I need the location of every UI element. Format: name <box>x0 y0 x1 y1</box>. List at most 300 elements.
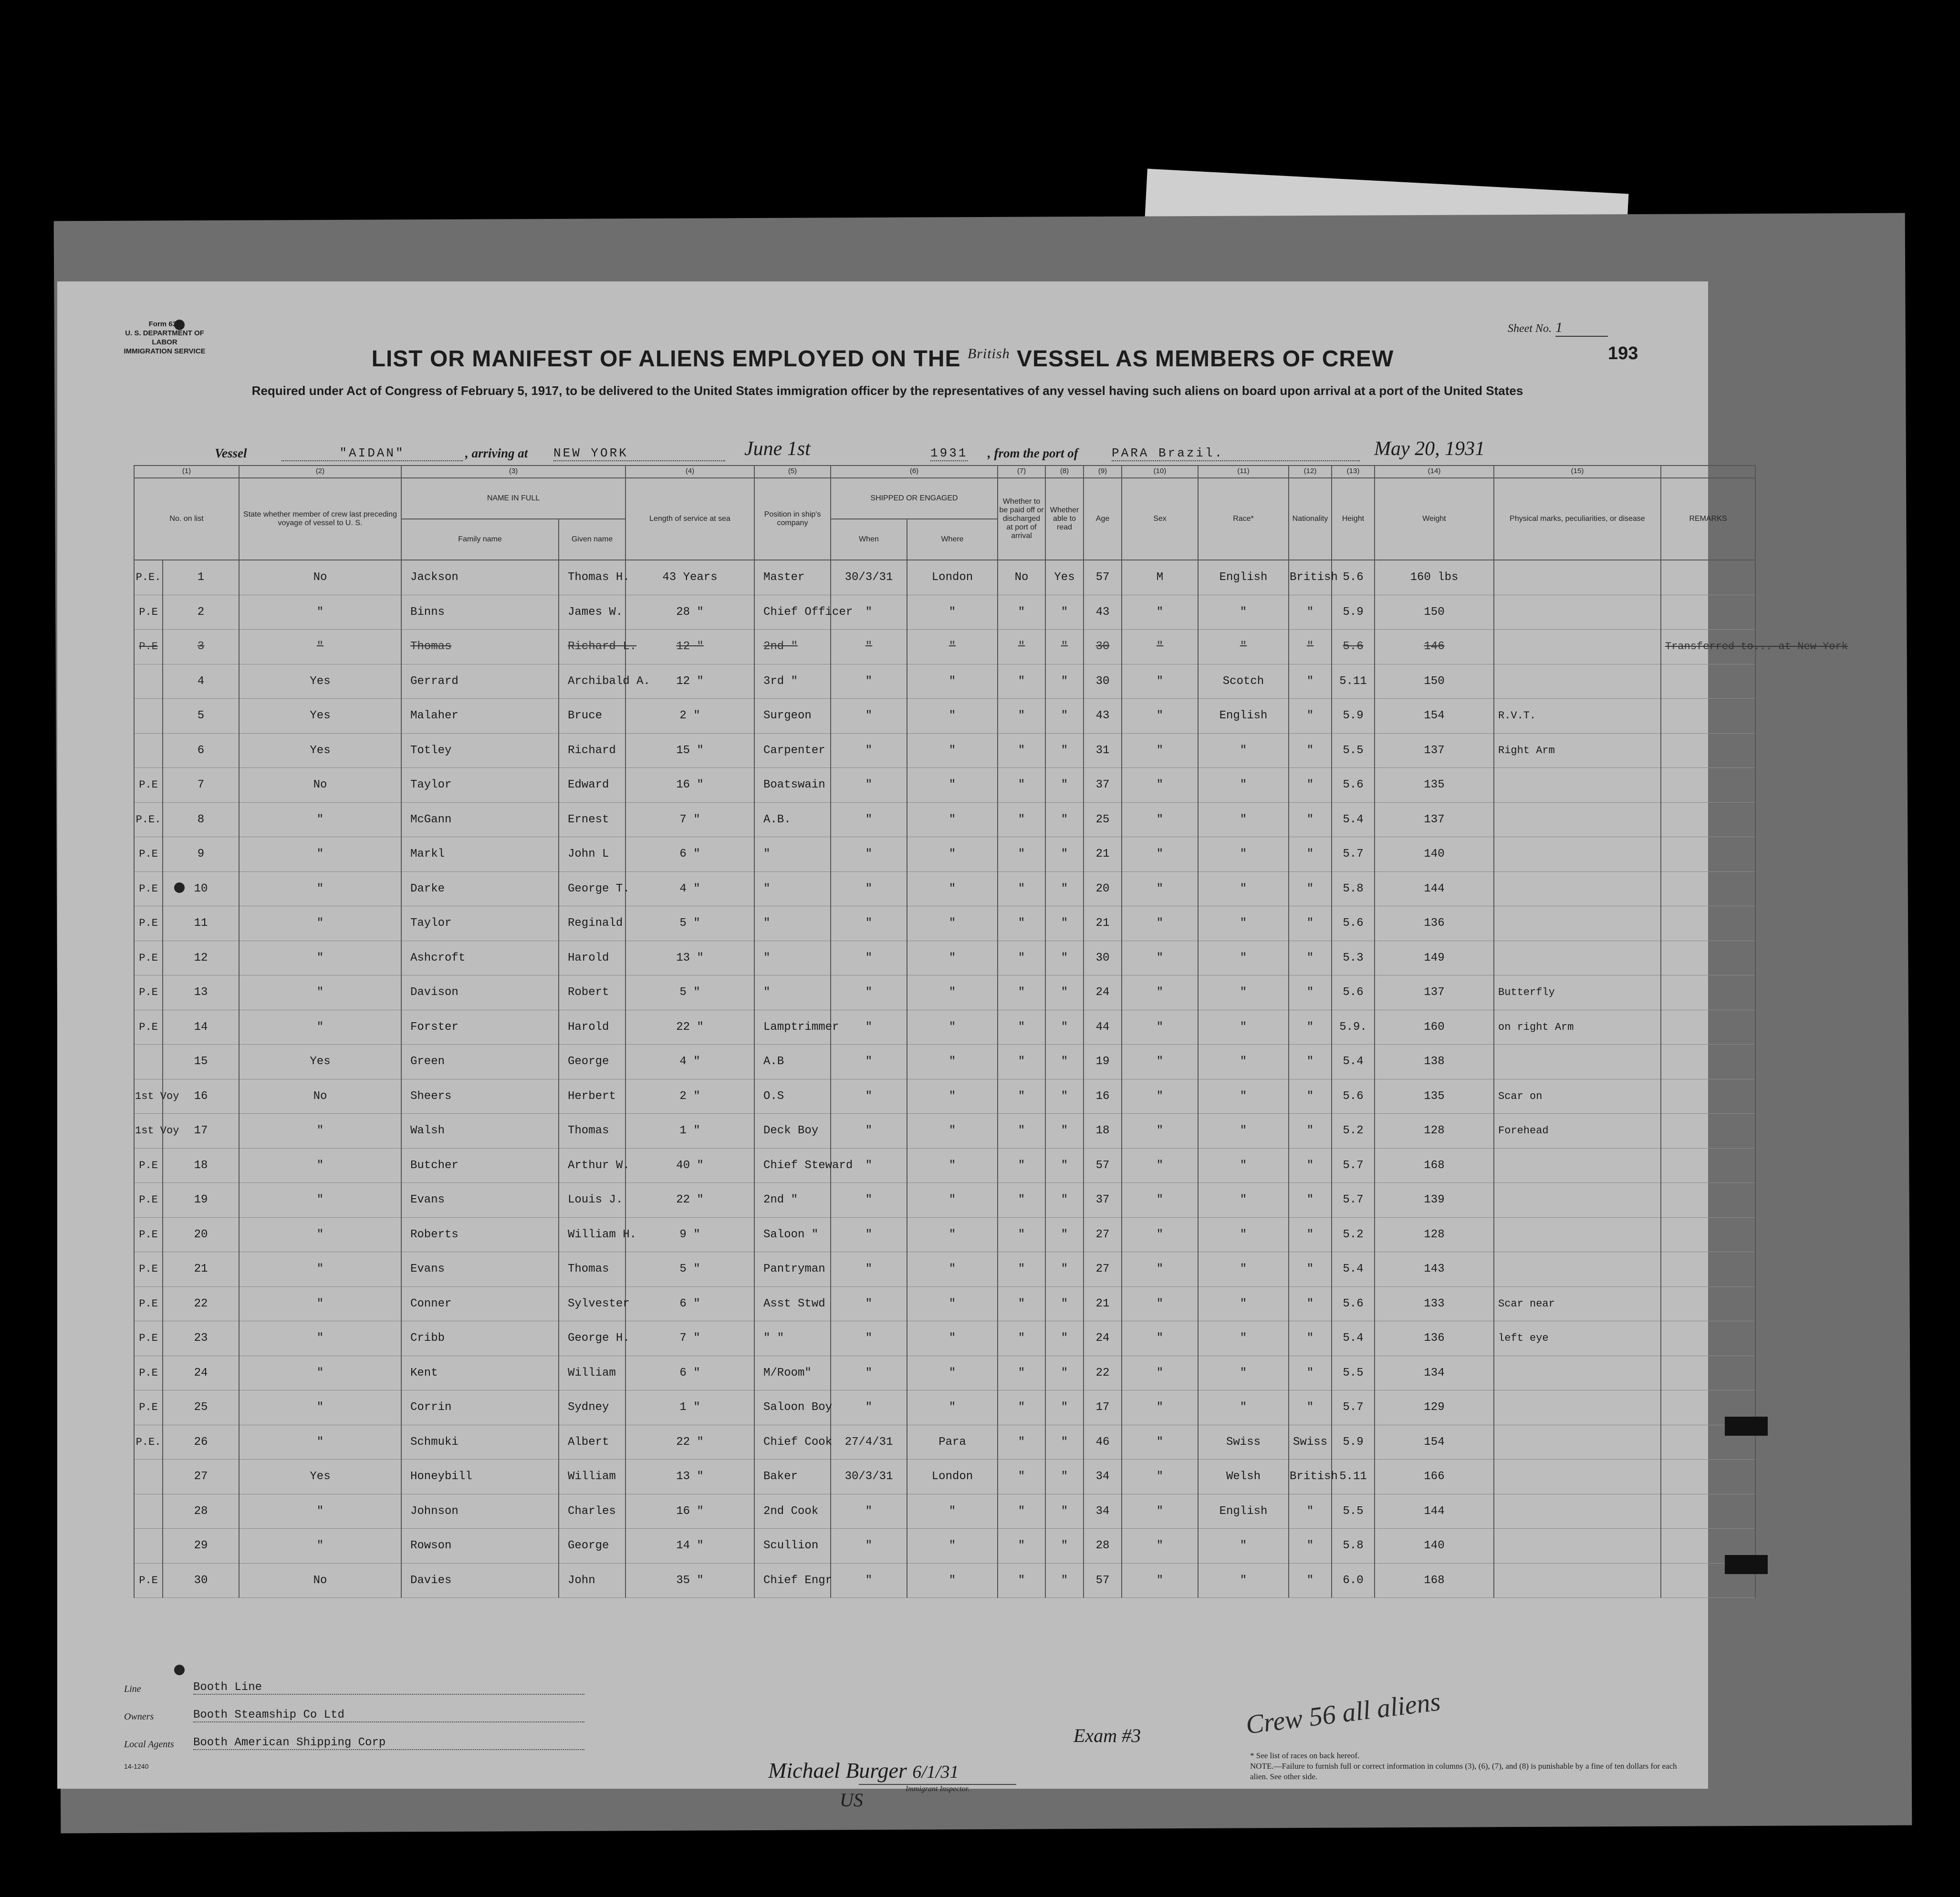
cell-height: 5.11 <box>1332 1460 1375 1494</box>
cell-read: " <box>1045 906 1084 941</box>
cell-read: " <box>1045 837 1084 872</box>
cell-position: 2nd Cook <box>754 1494 831 1529</box>
from-label: , from the port of <box>988 446 1078 460</box>
cell-age: 21 <box>1084 906 1122 941</box>
cell-race: " <box>1198 975 1289 1010</box>
cell-height: 5.4 <box>1332 1321 1375 1356</box>
cell-marks <box>1494 1045 1661 1079</box>
cell-height: 5.2 <box>1332 1114 1375 1149</box>
crew-table <box>134 465 1848 1598</box>
cell-no: 16 <box>163 1079 239 1114</box>
cell-nationality: " <box>1289 1356 1332 1390</box>
cell-height: 5.3 <box>1332 941 1375 975</box>
cell-marks <box>1494 1390 1661 1425</box>
owners-value: Booth Steamship Co Ltd <box>193 1709 584 1722</box>
cell-nationality: " <box>1289 664 1332 699</box>
cell-where: " <box>907 1390 998 1425</box>
cell-height: 5.8 <box>1332 1529 1375 1564</box>
cell-service: 15 " <box>626 733 754 768</box>
cell-position: Saloon Boy <box>754 1390 831 1425</box>
cell-position: Chief Engr <box>754 1563 831 1598</box>
table-row <box>134 1321 1755 1356</box>
cell-prev: " <box>239 1529 401 1564</box>
cell-read: " <box>1045 975 1084 1010</box>
cell-family: Thomas <box>401 630 559 664</box>
cell-paid: " <box>998 802 1045 837</box>
cell-sex: " <box>1122 1148 1198 1183</box>
title-inserted-word: British <box>967 346 1010 362</box>
cell-read: " <box>1045 1183 1084 1218</box>
cell-marks <box>1494 595 1661 630</box>
cell-family: Schmuki <box>401 1425 559 1460</box>
cell-weight: 137 <box>1375 802 1494 837</box>
cell-family: Roberts <box>401 1217 559 1252</box>
cell-age: 57 <box>1084 560 1122 595</box>
cell-nationality: " <box>1289 630 1332 664</box>
column-number: (1) <box>134 466 239 478</box>
column-header: State whether member of crew last preceding voyage of vessel to U. S. <box>239 478 401 560</box>
column-number: (4) <box>626 466 754 478</box>
cell-prev: " <box>239 1425 401 1460</box>
cell-no: 11 <box>163 906 239 941</box>
exam-note: Exam #3 <box>1074 1725 1141 1746</box>
cell-age: 27 <box>1084 1252 1122 1287</box>
cell-nationality: " <box>1289 871 1332 906</box>
cell-paid: " <box>998 595 1045 630</box>
vessel-name: "AIDAN" <box>281 446 463 461</box>
cell-height: 5.6 <box>1332 906 1375 941</box>
cell-marks <box>1494 1183 1661 1218</box>
cell-family: Davison <box>401 975 559 1010</box>
cell-family: Walsh <box>401 1114 559 1149</box>
cell-where: " <box>907 1321 998 1356</box>
cell-no: 14 <box>163 1010 239 1045</box>
column-header: REMARKS <box>1661 478 1755 560</box>
cell-paid: " <box>998 1321 1045 1356</box>
cell-no: 18 <box>163 1148 239 1183</box>
cell-where: " <box>907 1114 998 1149</box>
agents-label: Local Agents <box>124 1739 174 1750</box>
cell-remarks <box>1661 1217 1755 1252</box>
cell-weight: 139 <box>1375 1183 1494 1218</box>
row-mark: P.E <box>134 941 163 975</box>
cell-prev: " <box>239 1217 401 1252</box>
row-mark: P.E <box>134 975 163 1010</box>
cell-position: Deck Boy <box>754 1114 831 1149</box>
cell-service: 7 " <box>626 802 754 837</box>
cell-height: 5.9. <box>1332 1010 1375 1045</box>
cell-nationality: " <box>1289 1148 1332 1183</box>
cell-where: Para <box>907 1425 998 1460</box>
cell-height: 5.9 <box>1332 595 1375 630</box>
cell-when: " <box>831 768 907 803</box>
cell-height: 5.4 <box>1332 1045 1375 1079</box>
column-number: (11) <box>1198 466 1289 478</box>
cell-age: 37 <box>1084 768 1122 803</box>
folder-tab-marker <box>1725 1417 1768 1436</box>
cell-prev: " <box>239 906 401 941</box>
cell-marks <box>1494 1460 1661 1494</box>
cell-when: " <box>831 1529 907 1564</box>
table-row <box>134 1217 1755 1252</box>
inspector-label: Immigrant Inspector. <box>859 1784 1016 1793</box>
cell-where: " <box>907 906 998 941</box>
cell-sex: " <box>1122 1286 1198 1321</box>
cell-no: 25 <box>163 1390 239 1425</box>
cell-family: Cribb <box>401 1321 559 1356</box>
cell-race: Scotch <box>1198 664 1289 699</box>
cell-when: " <box>831 941 907 975</box>
row-mark: P.E <box>134 871 163 906</box>
service-name: IMMIGRATION SERVICE <box>124 347 206 355</box>
cell-nationality: " <box>1289 1045 1332 1079</box>
row-mark: P.E <box>134 1183 163 1218</box>
cell-no: 12 <box>163 941 239 975</box>
cell-family: Sheers <box>401 1079 559 1114</box>
arrival-year: 1931 <box>930 446 968 460</box>
cell-age: 24 <box>1084 1321 1122 1356</box>
cell-sex: " <box>1122 1460 1198 1494</box>
cell-prev: " <box>239 975 401 1010</box>
cell-age: 30 <box>1084 941 1122 975</box>
cell-prev: " <box>239 1390 401 1425</box>
cell-marks <box>1494 837 1661 872</box>
cell-service: 13 " <box>626 1460 754 1494</box>
column-number: (15) <box>1494 466 1661 478</box>
cell-service: 6 " <box>626 1286 754 1321</box>
cell-when: " <box>831 1079 907 1114</box>
cell-where: " <box>907 1356 998 1390</box>
cell-nationality: Swiss <box>1289 1425 1332 1460</box>
cell-no: 8 <box>163 802 239 837</box>
cell-paid: No <box>998 560 1045 595</box>
folder-tab-marker <box>1725 1555 1768 1574</box>
cell-when: " <box>831 733 907 768</box>
cell-no: 29 <box>163 1529 239 1564</box>
cell-service: 6 " <box>626 837 754 872</box>
cell-sex: " <box>1122 1321 1198 1356</box>
cell-read: " <box>1045 1079 1084 1114</box>
cell-read: " <box>1045 941 1084 975</box>
table-row <box>134 560 1755 595</box>
cell-sex: " <box>1122 906 1198 941</box>
cell-paid: " <box>998 975 1045 1010</box>
row-mark: P.E <box>134 1356 163 1390</box>
cell-marks: Scar on <box>1494 1079 1661 1114</box>
cell-given: Albert <box>559 1425 626 1460</box>
cell-race: " <box>1198 1114 1289 1149</box>
cell-service: 16 " <box>626 768 754 803</box>
cell-no: 13 <box>163 975 239 1010</box>
cell-position: O.S <box>754 1079 831 1114</box>
cell-given: Harold <box>559 1010 626 1045</box>
cell-age: 43 <box>1084 699 1122 734</box>
cell-no: 24 <box>163 1356 239 1390</box>
cell-where: " <box>907 1183 998 1218</box>
cell-nationality: " <box>1289 837 1332 872</box>
cell-no: 10 <box>163 871 239 906</box>
column-header: Height <box>1332 478 1375 560</box>
cell-given: Harold <box>559 941 626 975</box>
cell-family: Kent <box>401 1356 559 1390</box>
cell-weight: 160 lbs <box>1375 560 1494 595</box>
cell-age: 20 <box>1084 871 1122 906</box>
cell-family: Totley <box>401 733 559 768</box>
cell-read: " <box>1045 1286 1084 1321</box>
cell-sex: " <box>1122 802 1198 837</box>
cell-race: " <box>1198 941 1289 975</box>
cell-prev: " <box>239 1321 401 1356</box>
table-row <box>134 1563 1755 1598</box>
cell-height: 5.2 <box>1332 1217 1375 1252</box>
cell-race: Welsh <box>1198 1460 1289 1494</box>
title-part2: AS MEMBERS OF CREW <box>1116 346 1394 372</box>
cell-family: Johnson <box>401 1494 559 1529</box>
cell-no: 4 <box>163 664 239 699</box>
cell-read: " <box>1045 1494 1084 1529</box>
cell-remarks <box>1661 699 1755 734</box>
column-header: Age <box>1084 478 1122 560</box>
cell-nationality: " <box>1289 1494 1332 1529</box>
cell-sex: " <box>1122 1183 1198 1218</box>
cell-position: " <box>754 975 831 1010</box>
cell-prev: " <box>239 1356 401 1390</box>
cell-family: Binns <box>401 595 559 630</box>
cell-when: " <box>831 837 907 872</box>
table-row <box>134 1425 1755 1460</box>
cell-given: Thomas H. <box>559 560 626 595</box>
cell-weight: 137 <box>1375 733 1494 768</box>
cell-sex: " <box>1122 1114 1198 1149</box>
cell-nationality: " <box>1289 699 1332 734</box>
row-mark <box>134 1529 163 1564</box>
cell-family: Green <box>401 1045 559 1079</box>
row-mark <box>134 699 163 734</box>
table-row <box>134 1045 1755 1079</box>
cell-family: McGann <box>401 802 559 837</box>
cell-family: Rowson <box>401 1529 559 1564</box>
cell-prev: " <box>239 1252 401 1287</box>
cell-race: " <box>1198 1529 1289 1564</box>
cell-no: 5 <box>163 699 239 734</box>
cell-no: 30 <box>163 1563 239 1598</box>
cell-where: " <box>907 1494 998 1529</box>
manifest-sheet <box>57 281 1848 1811</box>
cell-age: 22 <box>1084 1356 1122 1390</box>
cell-prev: " <box>239 1010 401 1045</box>
cell-where: " <box>907 1045 998 1079</box>
cell-family: Darke <box>401 871 559 906</box>
cell-given: John <box>559 1563 626 1598</box>
cell-read: " <box>1045 1252 1084 1287</box>
cell-position: Scullion <box>754 1529 831 1564</box>
cell-position: M/Room" <box>754 1356 831 1390</box>
row-mark <box>134 1045 163 1079</box>
cell-where: " <box>907 699 998 734</box>
cell-remarks <box>1661 1079 1755 1114</box>
cell-race: " <box>1198 802 1289 837</box>
cell-height: 5.6 <box>1332 768 1375 803</box>
cell-service: 6 " <box>626 1356 754 1390</box>
cell-prev: " <box>239 1114 401 1149</box>
table-row <box>134 1494 1755 1529</box>
cell-prev: No <box>239 560 401 595</box>
column-number: (6) <box>831 466 998 478</box>
cell-position: Lamptrimmer <box>754 1010 831 1045</box>
cell-service: 5 " <box>626 906 754 941</box>
cell-given: Thomas <box>559 1252 626 1287</box>
cell-position: A.B <box>754 1045 831 1079</box>
cell-service: 1 " <box>626 1390 754 1425</box>
cell-height: 5.9 <box>1332 699 1375 734</box>
column-number: (13) <box>1332 466 1375 478</box>
cell-prev: No <box>239 1079 401 1114</box>
cell-sex: " <box>1122 1079 1198 1114</box>
column-number-row <box>134 466 1755 478</box>
column-number: (14) <box>1375 466 1494 478</box>
cell-remarks <box>1661 1045 1755 1079</box>
cell-nationality: " <box>1289 1252 1332 1287</box>
cell-weight: 160 <box>1375 1010 1494 1045</box>
cell-family: Taylor <box>401 906 559 941</box>
cell-height: 5.6 <box>1332 975 1375 1010</box>
cell-remarks <box>1661 837 1755 872</box>
cell-sex: " <box>1122 595 1198 630</box>
cell-no: 26 <box>163 1425 239 1460</box>
cell-race: " <box>1198 1390 1289 1425</box>
cell-remarks <box>1661 941 1755 975</box>
us-mark: US <box>840 1789 863 1811</box>
cell-when: " <box>831 1045 907 1079</box>
table-row <box>134 1529 1755 1564</box>
cell-remarks <box>1661 906 1755 941</box>
cell-no: 7 <box>163 768 239 803</box>
owners-label: Owners <box>124 1711 154 1722</box>
cell-no: 22 <box>163 1286 239 1321</box>
cell-remarks <box>1661 1321 1755 1356</box>
cell-sex: " <box>1122 733 1198 768</box>
cell-when: " <box>831 871 907 906</box>
cell-remarks <box>1661 1183 1755 1218</box>
cell-weight: 128 <box>1375 1217 1494 1252</box>
table-row <box>134 733 1755 768</box>
table-row <box>134 1183 1755 1218</box>
cell-prev: " <box>239 1494 401 1529</box>
cell-race: " <box>1198 1356 1289 1390</box>
cell-weight: 154 <box>1375 1425 1494 1460</box>
cell-where: " <box>907 664 998 699</box>
cell-race: " <box>1198 1252 1289 1287</box>
column-header: Sex <box>1122 478 1198 560</box>
cell-height: 5.6 <box>1332 560 1375 595</box>
cell-no: 15 <box>163 1045 239 1079</box>
cell-paid: " <box>998 1356 1045 1390</box>
cell-position: Chief Cook <box>754 1425 831 1460</box>
cell-read: " <box>1045 630 1084 664</box>
cell-given: George <box>559 1045 626 1079</box>
cell-service: 40 " <box>626 1148 754 1183</box>
cell-paid: " <box>998 941 1045 975</box>
cell-paid: " <box>998 768 1045 803</box>
cell-service: 4 " <box>626 1045 754 1079</box>
cell-race: " <box>1198 630 1289 664</box>
cell-sex: " <box>1122 1425 1198 1460</box>
cell-when: 27/4/31 <box>831 1425 907 1460</box>
cell-read: " <box>1045 1148 1084 1183</box>
cell-paid: " <box>998 664 1045 699</box>
cell-remarks <box>1661 560 1755 595</box>
cell-height: 5.6 <box>1332 1079 1375 1114</box>
title-part1: LIST OR MANIFEST OF ALIENS EMPLOYED ON THE <box>371 346 961 372</box>
column-number: (7) <box>998 466 1045 478</box>
cell-read: " <box>1045 733 1084 768</box>
cell-marks: Scar near <box>1494 1286 1661 1321</box>
table-row <box>134 1079 1755 1114</box>
cell-remarks <box>1661 595 1755 630</box>
cell-family: Markl <box>401 837 559 872</box>
cell-given: George T. <box>559 871 626 906</box>
row-mark: P.E <box>134 1252 163 1287</box>
cell-read: " <box>1045 595 1084 630</box>
cell-paid: " <box>998 1390 1045 1425</box>
cell-given: John L <box>559 837 626 872</box>
cell-remarks <box>1661 871 1755 906</box>
title-vessel-word: VESSEL <box>1016 346 1110 372</box>
cell-age: 31 <box>1084 733 1122 768</box>
cell-given: James W. <box>559 595 626 630</box>
cell-family: Conner <box>401 1286 559 1321</box>
cell-prev: Yes <box>239 1045 401 1079</box>
cell-when: 30/3/31 <box>831 1460 907 1494</box>
cell-when: " <box>831 630 907 664</box>
cell-remarks <box>1661 768 1755 803</box>
cell-prev: No <box>239 768 401 803</box>
cell-position: Chief Officer <box>754 595 831 630</box>
cell-when: 30/3/31 <box>831 560 907 595</box>
column-header: Whether to be paid off or discharged at port of arrival <box>998 478 1045 560</box>
row-mark: P.E <box>134 768 163 803</box>
cell-given: Reginald <box>559 906 626 941</box>
column-number <box>1661 466 1755 478</box>
cell-no: 20 <box>163 1217 239 1252</box>
cell-where: " <box>907 871 998 906</box>
cell-marks: Butterfly <box>1494 975 1661 1010</box>
cell-sex: " <box>1122 975 1198 1010</box>
cell-given: Herbert <box>559 1079 626 1114</box>
cell-nationality: " <box>1289 1079 1332 1114</box>
cell-when: " <box>831 1321 907 1356</box>
column-subheader: Where <box>907 519 998 560</box>
column-header: Race* <box>1198 478 1289 560</box>
cell-prev: " <box>239 802 401 837</box>
cell-sex: " <box>1122 630 1198 664</box>
cell-age: 21 <box>1084 837 1122 872</box>
cell-race: " <box>1198 1321 1289 1356</box>
cell-race: " <box>1198 1045 1289 1079</box>
arriving-label: , arriving at <box>465 446 528 460</box>
cell-sex: " <box>1122 1252 1198 1287</box>
cell-when: " <box>831 1183 907 1218</box>
cell-nationality: " <box>1289 906 1332 941</box>
column-header: NAME IN FULL <box>401 478 626 519</box>
cell-weight: 140 <box>1375 1529 1494 1564</box>
cell-height: 5.6 <box>1332 1286 1375 1321</box>
cell-height: 5.11 <box>1332 664 1375 699</box>
cell-prev: " <box>239 1183 401 1218</box>
cell-weight: 144 <box>1375 1494 1494 1529</box>
cell-when: " <box>831 1494 907 1529</box>
cell-nationality: " <box>1289 1563 1332 1598</box>
